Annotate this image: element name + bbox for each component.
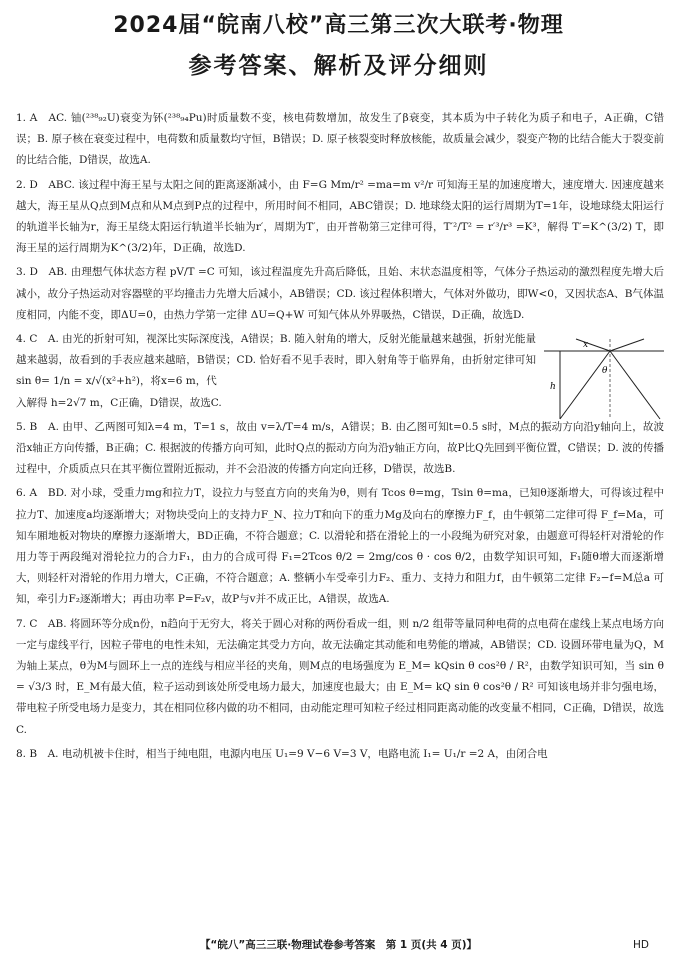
answer-item-5: 5. B A. 由甲、乙两图可知λ=4 m，T=1 s，故由 v=λ/T=4 m/s，A错误；B. 由乙图可知t=0.5 s时，M点的振动方向沿y轴向上，故波沿x轴正方向传播，B正确；C. 根据波的传播方向可知，此时Q点的振动方向为沿y轴正方向，故P比Q先回到平衡位置，C错误；D. 波的传播过程中，介质质点只在其平衡位置附近振动，并不会沿波的传播方向定向迁移，D错误，故选B. [16,420,664,476]
footer-code: HD [633,939,649,951]
label-h: h [550,382,556,393]
footer-page-info: 【“皖八”高三三联·物理试卷参考答案 第 1 页(共 4 页)】 [199,939,478,951]
reflected-ray [610,351,660,419]
incident-ray [560,351,610,419]
answer-item-4-block [16,329,664,393]
answer-body [16,108,664,765]
answer-item-4: 4. C A. 由光的折射可知，视深比实际深度浅，A错误；B. 随入射角的增大，反射光能量越来越强，折射光能量越来越弱，故看到的手表应越来越暗，B错误；CD. 恰好看不见手表时，即入射角等于临界角，由折射定律可知 sin θ= 1/n = x/√(x²+h²)，将x=6 m，代 [16,333,536,388]
answer-item-4-cont: 入解得 h=2√7 m，C正确，D错误，故选C. [16,396,222,409]
label-theta: θ [602,366,608,377]
answer-item-8: 8. B A. 电动机被卡住时，相当于纯电阻，电源内电压 U₁=9 V−6 V=3 V，电路电流 I₁= U₁/r =2 A，由闭合电 [16,747,548,760]
page-subtitle: 参考答案、解析及评分细则 [188,53,489,79]
answer-item-3: 3. D AB. 由理想气体状态方程 pV/T =C 可知，该过程温度先升高后降低，且始、末状态温度相等，气体分子热运动的激烈程度先增大后减小，故分子热运动对容器壁的平均撞击力先增大后减小，AB错误；CD. 该过程体积增大，气体对外做功，即W<0，又因状态A、B气体温度相同，内能不变，即ΔU=0，由热力学第一定律 ΔU=Q+W 可知气体从外界吸热，C错误，D正确，故选D. [16,266,664,321]
answer-item-1: 1. A AC. 铀(²³⁸₉₂U)衰变为钚(²³⁸₉₄Pu)时质量数不变，核电荷数增加，故发生了β衰变，其本质为中子转化为质子和电子，A正确，C错误；B. 原子核在衰变过程中，电荷数和质量数均守恒，B错误；D. 原子核裂变时释放核能，故质量会减少，裂变产物的比结合能大于裂变前的比结合能，D错误，故选A. [16,112,664,167]
answer-item-2: 2. D ABC. 该过程中海王星与太阳之间的距离逐渐减小，由 F=G Mm/r² =ma=m v²/r 可知海王星的加速度增大，速度增大. 因速度越来越大，海王星从Q点到M点和从M点到P点的过程中，所用时间不相同，ABC错误；D. 地球绕太阳的运行周期为T=1年，设地球绕太阳运行的轨道半长轴为r，海王星绕太阳运行轨道半长轴为r′，周期为T′，由开普勒第三定律可得，T′²/T² = r′³/r³ =K³，解得 T′=K^(3/2) T，即海王星的运行周期为K^(3/2)年，D正确，故选D. [16,178,664,255]
label-x: x [583,340,589,351]
refraction-figure [540,335,668,427]
ray-out-right [610,339,644,351]
answer-item-7: 7. C AB. 将圆环等分成n份，n趋向于无穷大，将关于圆心对称的两份看成一组，则 n/2 组带等量同种电荷的点电荷在虚线上某点电场方向一定与虚线平行，因粒子带电的电性未知，无法确定其受力方向，故无法确定其动能和电势能的增减，AB错误；CD. 设圆环带电量为Q，M为轴上某点，θ为M与圆环上一点的连线与相应半径的夹角，则M点的电场强度为 E_M= kQsin θ cos²θ / R²，由数学知识可知，当 sin θ= √3/3 时，E_M有最大值，粒子运动到该处所受电场力最大，加速度也最大；由 E_M= kQ sin θ cos²θ / R² 可知该电场并非匀强电场，带电粒子所受电场力是变力，其在相同位移内做的功不相同，由动能定理可知粒子经过相同距离动能的改变量不相同，C正确，D错误，故选C. [16,617,664,736]
answer-item-6: 6. A BD. 对小球，受重力mg和拉力T，设拉力与竖直方向的夹角为θ，则有 Tcos θ=mg，Tsin θ=ma，已知θ逐渐增大，可得该过程中拉力T、加速度a均逐渐增大；对物块受向上的支持力F_N、拉力T和向下的重力Mg及向右的摩擦力F_f，由牛顿第二定律可得 F_f=Ma，可知车厢地板对物块的摩擦力逐渐增大，BD正确，不符合题意；C. 以滑轮和搭在滑轮上的一小段绳为研究对象，由题意可得轻杆对滑轮的作用力等于两段绳对滑轮拉力的合力F₁，由力的合成可得 F₁=2Tcos θ/2 = 2mg/cos θ · cos θ/2，由数学知识可知，F₁随θ增大而逐渐增大，则轻杆对滑轮的作用力增大，C正确，不符合题意；A. 整辆小车受牵引力F₂、重力、支持力和阻力f，由牛顿第二定律 F₂−f=M总a 可知，牵引力F₂逐渐增大；再由功率 P=F₂v，故P与v并不成正比，A错误，故选A. [16,487,664,606]
page-title: 2024届“皖南八校”高三第三次大联考·物理 [113,13,564,38]
ray-in-left [576,339,610,351]
